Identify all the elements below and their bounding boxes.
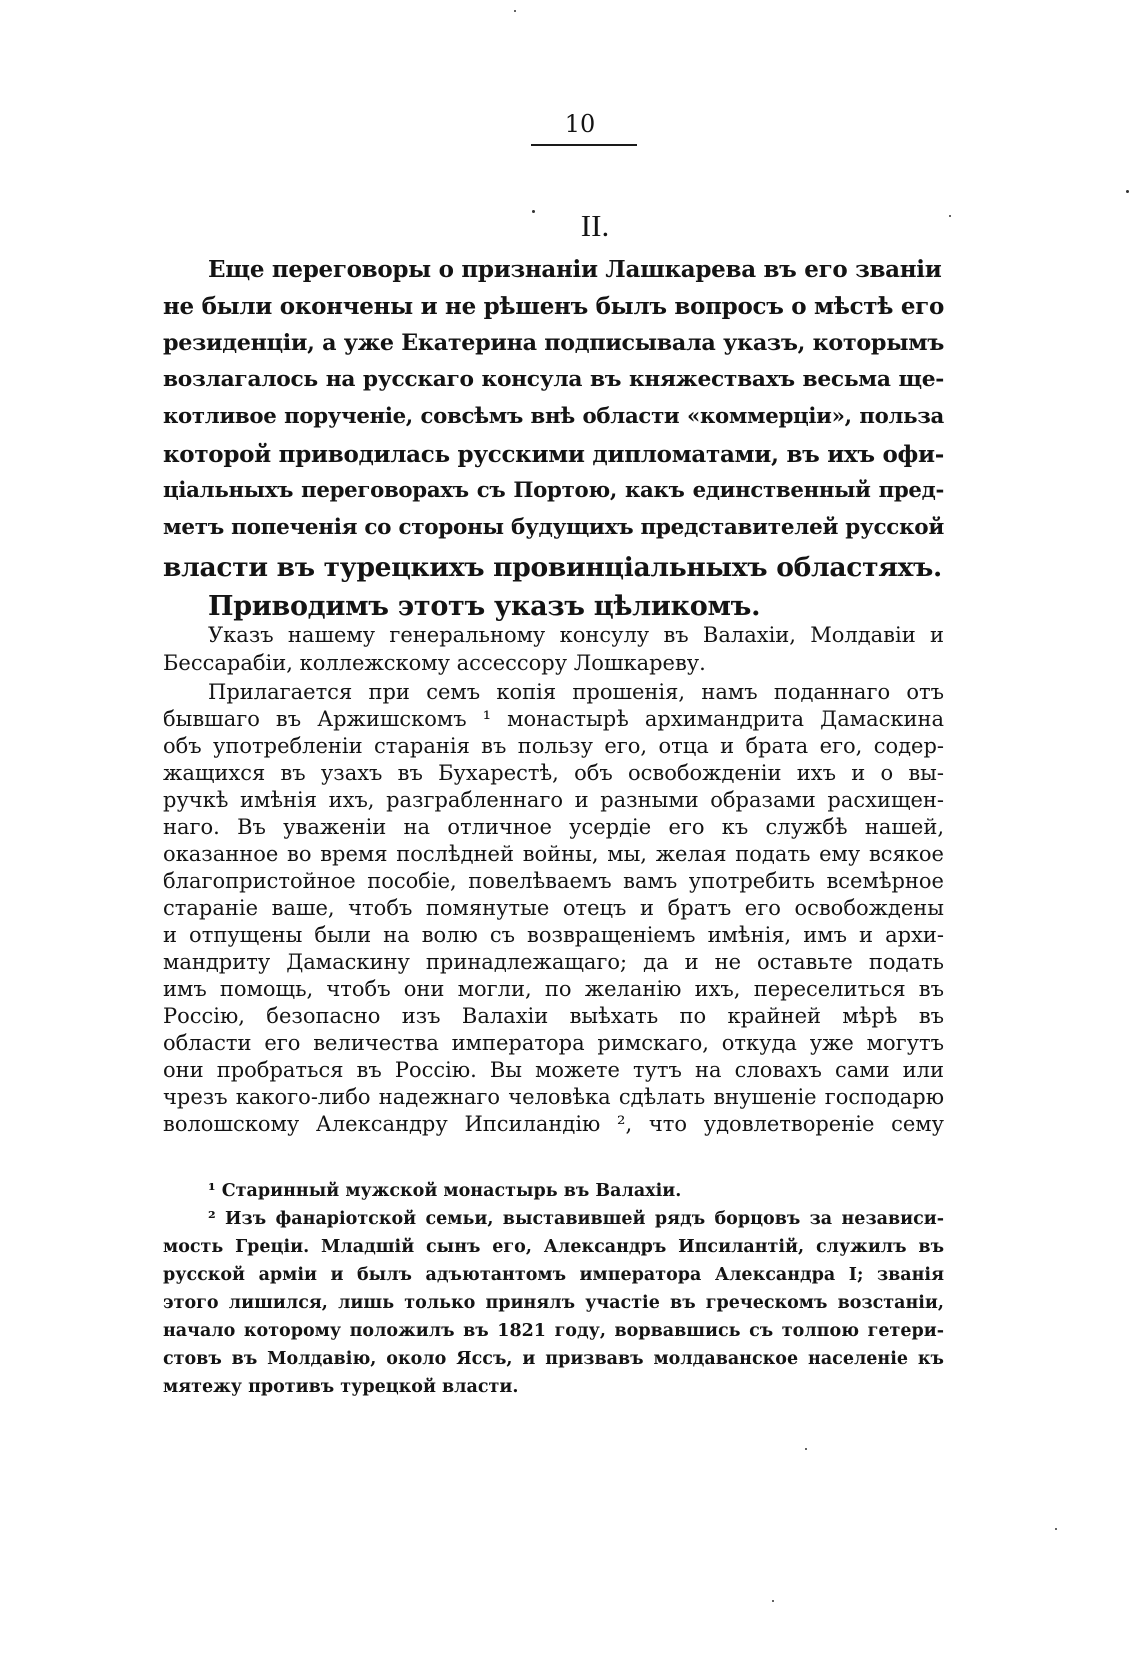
scan-speck — [532, 210, 535, 213]
main-paragraph-line: возлагалось на русскаго консула въ княжествахъ весьма ще- — [163, 367, 944, 392]
decree-text-line: стараніе ваше, чтобъ помянутые отецъ и братъ его освобождены — [163, 896, 944, 920]
decree-heading-line: Указъ нашему генеральному консулу въ Валахіи, Молдавіи и — [208, 623, 944, 647]
decree-text-line: ручкѣ имѣнія ихъ, разграбленнаго и разными образами расхищен- — [163, 788, 944, 812]
decree-text-line: Россію, безопасно изъ Валахіи выѣхать по крайней мѣрѣ въ — [163, 1004, 944, 1028]
decree-text-line: волошскому Александру Ипсиландію ², что удовлетвореніе сему — [163, 1112, 944, 1136]
footnote-line: русской арміи и былъ адъютантомъ императора Александра I; званія — [163, 1265, 944, 1285]
scan-speck — [514, 10, 516, 12]
section-numeral: II. — [580, 208, 610, 243]
decree-text-line: бывшаго въ Аржишскомъ ¹ монастырѣ архимандрита Дамаскина — [163, 707, 944, 731]
decree-text-line: оказанное во время послѣдней войны, мы, желая подать ему всякое — [163, 842, 944, 866]
page-number-rule — [531, 144, 637, 146]
decree-heading-line: Бессарабіи, коллежскому ассессору Лошкареву. — [163, 651, 706, 675]
footnote-line: стовъ въ Молдавію, около Яссъ, и призвавъ молдаванское населеніе къ — [163, 1349, 944, 1369]
main-paragraph-line: ціальныхъ переговорахъ съ Портою, какъ единственный пред- — [163, 478, 944, 503]
scan-speck — [1055, 1528, 1057, 1530]
decree-text-line: объ употребленіи старанія въ пользу его, отца и брата его, содер- — [163, 734, 944, 758]
main-paragraph-line: резиденціи, а уже Екатерина подписывала указъ, которымъ — [163, 330, 944, 356]
footnote-line: мость Греціи. Младшій сынъ его, Александръ Ипсилантій, служилъ въ — [163, 1237, 944, 1257]
decree-text-line: мандриту Дамаскину принадлежащаго; да и не оставьте подать — [163, 950, 944, 974]
intro-line: Приводимъ этотъ указъ цѣликомъ. — [208, 591, 761, 622]
decree-text-line: наго. Въ уваженіи на отличное усердіе его къ службѣ нашей, — [163, 815, 944, 839]
scan-speck — [805, 1448, 807, 1450]
decree-text-line: области его величества императора римскаго, откуда уже могутъ — [163, 1031, 944, 1055]
main-paragraph-line: не были окончены и не рѣшенъ былъ вопросъ о мѣстѣ его — [163, 293, 944, 320]
footnote-line: ¹ Старинный мужской монастырь въ Валахіи. — [208, 1181, 682, 1201]
main-paragraph-line: метъ попеченія со стороны будущихъ представителей русской — [163, 515, 944, 540]
footnote-line: этого лишился, лишь только принялъ участіе въ греческомъ возстаніи, — [163, 1293, 944, 1313]
footnote-line: мятежу противъ турецкой власти. — [163, 1377, 519, 1397]
main-paragraph-line: которой приводилась русскими дипломатами, въ ихъ офи- — [163, 441, 944, 468]
footnote-line: начало которому положилъ въ 1821 году, ворвавшись съ толпою гетери- — [163, 1321, 944, 1341]
decree-text-line: жащихся въ узахъ въ Бухарестѣ, объ освобожденіи ихъ и о вы- — [163, 761, 944, 785]
main-paragraph-line: котливое порученіе, совсѣмъ внѣ области «коммерціи», польза — [163, 404, 944, 429]
scan-speck — [772, 1600, 774, 1602]
decree-text-line: и отпущены были на волю съ возвращеніемъ имѣнія, имъ и архи- — [163, 923, 944, 947]
scan-speck — [949, 215, 951, 217]
main-paragraph-line: власти въ турецкихъ провинціальныхъ областяхъ. — [163, 552, 942, 583]
footnote-line: ² Изъ фанаріотской семьи, выставившей рядъ борцовъ за независи- — [208, 1209, 944, 1229]
decree-text-line: благопристойное пособіе, повелѣваемъ вамъ употребить всемѣрное — [163, 869, 944, 893]
decree-text-line: имъ помощь, чтобъ они могли, по желанію ихъ, переселиться въ — [163, 977, 944, 1001]
scan-speck — [1126, 190, 1129, 193]
page-number: 10 — [564, 110, 596, 138]
decree-text-line: Прилагается при семъ копія прошенія, намъ поданнаго отъ — [208, 680, 944, 704]
decree-text-line: они пробраться въ Россію. Вы можете тутъ на словахъ сами или — [163, 1058, 944, 1082]
main-paragraph-line: Еще переговоры о признаніи Лашкарева въ его званіи — [208, 256, 942, 283]
decree-text-line: чрезъ какого-либо надежнаго человѣка сдѣлать внушеніе господарю — [163, 1085, 944, 1109]
